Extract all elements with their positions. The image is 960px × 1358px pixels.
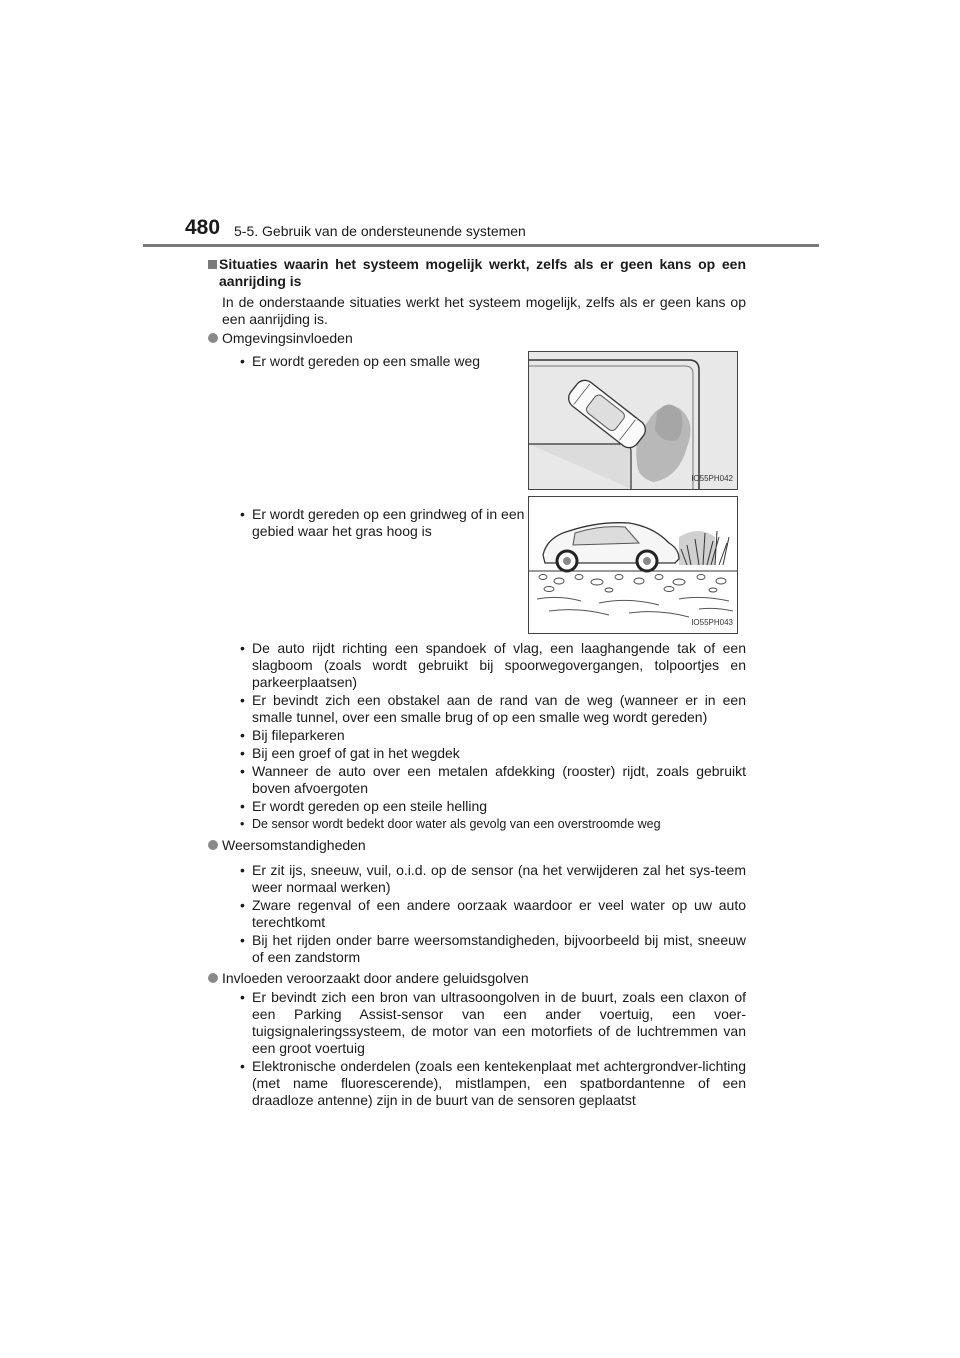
list-item: • Bij het rijden onder barre weersomstandigheden, bijvoorbeeld bij mist, sneeuw of een zandstorm bbox=[208, 932, 746, 966]
list-item: • Er wordt gereden op een smalle weg bbox=[208, 353, 526, 370]
list-item: • Elektronische onderdelen (zoals een kentekenplaat met achtergrondver-lichting (met name fluorescerende), mistlampen, een spatbordantenne of een draadloze antenne) zijn in de buurt van de sensoren geplaatst bbox=[208, 1058, 746, 1109]
circle-bullet-icon bbox=[208, 840, 218, 850]
narrow-road-illustration bbox=[529, 352, 737, 489]
circle-bullet-icon bbox=[208, 973, 218, 983]
group-omgevingsinvloeden bbox=[208, 330, 746, 347]
group-label: Weersomstandigheden bbox=[222, 837, 366, 853]
page-number: 480 bbox=[185, 216, 221, 239]
circle-bullet-icon bbox=[208, 333, 218, 343]
square-bullet-icon bbox=[208, 260, 217, 269]
heading-text: Situaties waarin het systeem mogelijk werkt, zelfs als er geen kans op een aanrijding is bbox=[219, 256, 746, 289]
list-item: • Er wordt gereden op een grindweg of in een gebied waar het gras hoog is bbox=[208, 506, 526, 540]
group-weersomstandigheden bbox=[208, 837, 746, 854]
list-item: • Bij fileparkeren bbox=[208, 727, 746, 744]
list-omgevingsinvloeden bbox=[208, 640, 746, 833]
content bbox=[208, 256, 746, 1113]
figure-row bbox=[208, 349, 746, 634]
list-item: • Er bevindt zich een bron van ultrasoongolven in de buurt, zoals een claxon of een Parking Assist-sensor van een ander voertuig, een voer-tuigsignaleringssysteem, de motor van een motorfiets of de luchtremmen van een groot voertuig bbox=[208, 989, 746, 1057]
figure-gravel-road bbox=[528, 496, 738, 634]
list-item: • De auto rijdt richting een spandoek of vlag, een laaghangende tak of een slagboom (zoals wordt gebruikt bij spoorwegovergangen, tolpoortjes en parkeerplaatsen) bbox=[208, 640, 746, 691]
list-item: • Bij een groef of gat in het wegdek bbox=[208, 745, 746, 762]
list-item: • Zware regenval of een andere oorzaak waardoor er veel water op uw auto terechtkomt bbox=[208, 897, 746, 931]
group-label: Invloeden veroorzaakt door andere geluidsgolven bbox=[222, 970, 529, 986]
intro-paragraph: In de onderstaande situaties werkt het systeem mogelijk, zelfs als er geen kans op een aanrijding is. bbox=[222, 294, 746, 327]
section-title: 5-5. Gebruik van de ondersteunende systemen bbox=[234, 223, 526, 239]
figure-code: IO55PH042 bbox=[691, 474, 733, 483]
list-geluidsgolven bbox=[208, 989, 746, 1109]
group-geluidsgolven bbox=[208, 970, 746, 987]
gravel-road-illustration bbox=[529, 497, 737, 633]
list-item: • Er bevindt zich een obstakel aan de rand van de weg (wanneer er in een smalle tunnel, over een smalle brug of op een smalle weg wordt gereden) bbox=[208, 692, 746, 726]
section-heading bbox=[208, 256, 746, 290]
list-weersomstandigheden bbox=[208, 862, 746, 966]
list-item: • Er zit ijs, sneeuw, vuil, o.i.d. op de sensor (na het verwijderen zal het sys-teem weer normaal werken) bbox=[208, 862, 746, 896]
header-rule bbox=[143, 244, 819, 247]
list-item: • Er wordt gereden op een steile helling bbox=[208, 798, 746, 815]
figure-code: IO55PH043 bbox=[691, 618, 733, 627]
list-item: • Wanneer de auto over een metalen afdekking (rooster) rijdt, zoals gebruikt boven afvoergoten bbox=[208, 763, 746, 797]
list-item: • De sensor wordt bedekt door water als gevolg van een overstroomde weg bbox=[208, 816, 746, 833]
group-label: Omgevingsinvloeden bbox=[222, 330, 353, 346]
figure-narrow-road bbox=[528, 351, 738, 490]
